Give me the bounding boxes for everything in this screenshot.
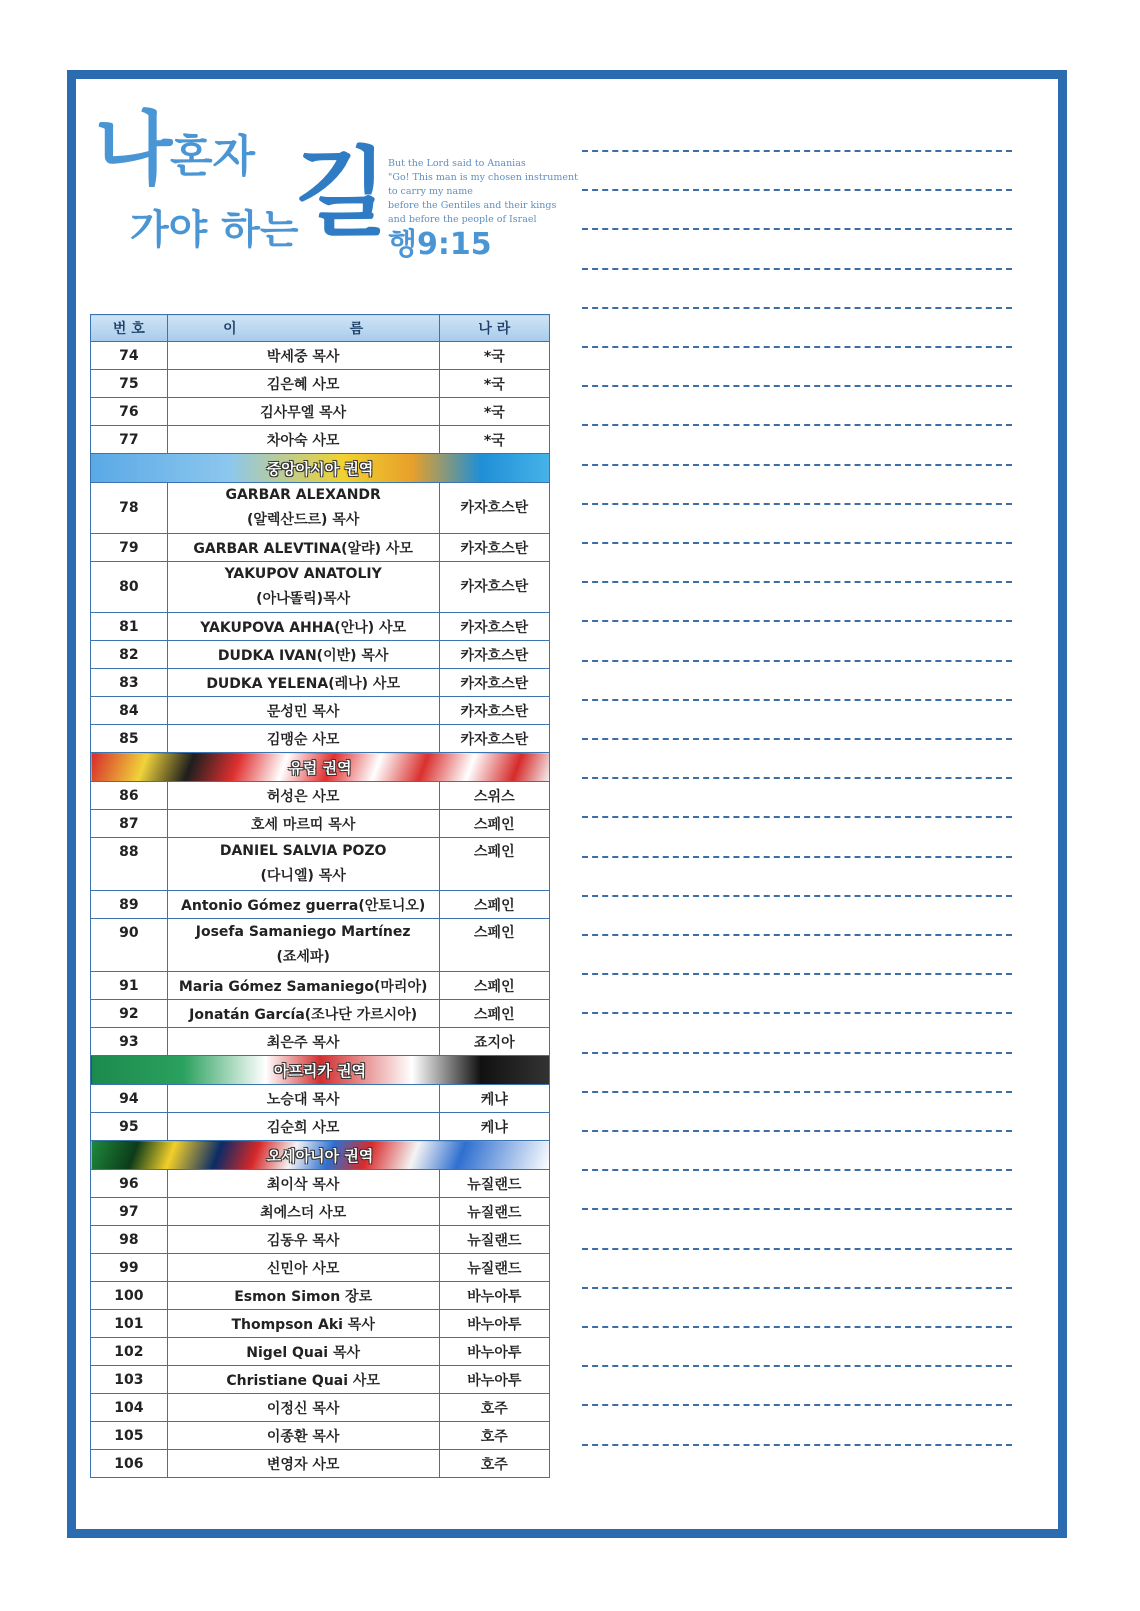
ruled-line (582, 660, 1012, 662)
verse-line: But the Lord said to Ananias (388, 158, 526, 169)
cell-nation: 바누아투 (439, 1282, 549, 1310)
title-part-3: 가야 하는 (130, 207, 299, 253)
cell-number: 85 (91, 725, 168, 753)
table-header-row (91, 315, 550, 342)
cell-name: 박세중 목사 (167, 342, 439, 370)
cell-name: 김동우 목사 (167, 1226, 439, 1254)
ruled-line (582, 973, 1012, 975)
cell-number: 95 (91, 1113, 168, 1141)
cell-name: 이종환 목사 (167, 1422, 439, 1450)
ruled-line (582, 268, 1012, 270)
table-row (91, 1450, 550, 1478)
verse-line: to carry my name (388, 186, 473, 197)
cell-number: 83 (91, 669, 168, 697)
table-row (91, 782, 550, 810)
table-row (91, 426, 550, 454)
cell-number: 81 (91, 613, 168, 641)
cell-number: 90 (91, 919, 168, 972)
cell-nation: 뉴질랜드 (439, 1226, 549, 1254)
cell-nation: 스페인 (439, 838, 549, 891)
cell-nation: 호주 (439, 1394, 549, 1422)
ruled-line (582, 1208, 1012, 1210)
region-header (91, 753, 550, 782)
ruled-line (582, 1169, 1012, 1171)
ruled-line (582, 307, 1012, 309)
header-nation: 나 라 (439, 315, 549, 342)
ruled-line (582, 816, 1012, 818)
ruled-line (582, 738, 1012, 740)
ruled-line (582, 189, 1012, 191)
cell-nation: 스페인 (439, 891, 549, 919)
cell-name: Jonatán García(조나단 가르시아) (167, 1000, 439, 1028)
table-row (91, 1000, 550, 1028)
cell-name-line: DANIEL SALVIA POZO (219, 843, 387, 859)
cell-number: 106 (91, 1450, 168, 1478)
table-row (91, 1366, 550, 1394)
table-row (91, 1338, 550, 1366)
cell-name-line: YAKUPOV ANATOLIY (224, 566, 382, 582)
table-row (91, 725, 550, 753)
ruled-line (582, 228, 1012, 230)
cell-number: 105 (91, 1422, 168, 1450)
cell-nation: 뉴질랜드 (439, 1170, 549, 1198)
cell-name: 허성은 사모 (167, 782, 439, 810)
cell-number: 94 (91, 1085, 168, 1113)
table-row (91, 1422, 550, 1450)
cell-name: DUDKA IVAN(이반) 목사 (167, 641, 439, 669)
cell-nation: 스페인 (439, 972, 549, 1000)
cell-number: 86 (91, 782, 168, 810)
cell-nation: 바누아투 (439, 1338, 549, 1366)
cell-nation: 스페인 (439, 1000, 549, 1028)
region-header (91, 1056, 550, 1085)
cell-number: 84 (91, 697, 168, 725)
table-row (91, 1113, 550, 1141)
verse-text (388, 157, 578, 227)
cell-number: 79 (91, 534, 168, 562)
table-row (91, 1226, 550, 1254)
cell-nation: *국 (439, 426, 549, 454)
ruled-line (582, 1444, 1012, 1446)
title-part-1: 나 (95, 103, 173, 196)
cell-name: Nigel Quai 목사 (167, 1338, 439, 1366)
region-header (91, 1141, 550, 1170)
cell-name: 김사무엘 목사 (167, 398, 439, 426)
cell-nation: 카자흐스탄 (439, 697, 549, 725)
ruled-line (582, 1287, 1012, 1289)
table-row (91, 1198, 550, 1226)
table-row (91, 1254, 550, 1282)
cell-nation: *국 (439, 342, 549, 370)
title-part-4: 길 (295, 137, 388, 249)
cell-number: 74 (91, 342, 168, 370)
header-name-part: 름 (349, 321, 364, 337)
cell-number: 104 (91, 1394, 168, 1422)
cell-number: 93 (91, 1028, 168, 1056)
verse-reference: 행9:15 (388, 227, 492, 262)
cell-number: 76 (91, 398, 168, 426)
cell-name-line: (다니엘) 목사 (260, 868, 346, 884)
ruled-line (582, 777, 1012, 779)
cell-number: 97 (91, 1198, 168, 1226)
cell-nation: 카자흐스탄 (439, 725, 549, 753)
cell-nation: 바누아투 (439, 1366, 549, 1394)
cell-name: 이정신 목사 (167, 1394, 439, 1422)
cell-name: 김순희 사모 (167, 1113, 439, 1141)
cell-name: Thompson Aki 목사 (167, 1310, 439, 1338)
table-row (91, 919, 550, 972)
ruled-line (582, 385, 1012, 387)
cell-nation: 스위스 (439, 782, 549, 810)
cell-nation: *국 (439, 370, 549, 398)
cell-nation: 카자흐스탄 (439, 641, 549, 669)
table-row (91, 1282, 550, 1310)
table-row (91, 838, 550, 891)
ruled-line (582, 503, 1012, 505)
cell-number: 78 (91, 483, 168, 534)
roster-table (90, 314, 550, 1478)
cell-name-line: (알렉산드르) 목사 (246, 512, 360, 528)
cell-name: YAKUPOVA AHHA(안나) 사모 (167, 613, 439, 641)
cell-nation: 스페인 (439, 919, 549, 972)
table-row (91, 562, 550, 613)
cell-nation: 카자흐스탄 (439, 613, 549, 641)
cell-nation: 케냐 (439, 1085, 549, 1113)
ruled-line (582, 1326, 1012, 1328)
cell-name: Esmon Simon 장로 (167, 1282, 439, 1310)
table-row (91, 641, 550, 669)
cell-number: 89 (91, 891, 168, 919)
cell-nation: 호주 (439, 1450, 549, 1478)
cell-name: 호세 마르띠 목사 (167, 810, 439, 838)
region-header (91, 454, 550, 483)
table-row (91, 483, 550, 534)
cell-nation: *국 (439, 398, 549, 426)
cell-name (167, 919, 439, 972)
cell-nation: 호주 (439, 1422, 549, 1450)
cell-name (167, 483, 439, 534)
cell-number: 100 (91, 1282, 168, 1310)
cell-nation: 카자흐스탄 (439, 483, 549, 534)
table-row (91, 534, 550, 562)
cell-nation: 케냐 (439, 1113, 549, 1141)
verse-line: "Go! This man is my chosen instrument (388, 172, 578, 183)
table-row (91, 342, 550, 370)
table-row (91, 613, 550, 641)
ruled-line (582, 699, 1012, 701)
ruled-line (582, 1404, 1012, 1406)
cell-name: DUDKA YELENA(레나) 사모 (167, 669, 439, 697)
table-row (91, 972, 550, 1000)
cell-name (167, 838, 439, 891)
ruled-line (582, 346, 1012, 348)
cell-name: 차아숙 사모 (167, 426, 439, 454)
ruled-line (582, 856, 1012, 858)
cell-name: 최은주 목사 (167, 1028, 439, 1056)
cell-number: 96 (91, 1170, 168, 1198)
table-row (91, 891, 550, 919)
cell-name: Maria Gómez Samaniego(마리아) (167, 972, 439, 1000)
cell-name: 신민아 사모 (167, 1254, 439, 1282)
cell-number: 102 (91, 1338, 168, 1366)
table-row (91, 1310, 550, 1338)
ruled-line (582, 1365, 1012, 1367)
table-row (91, 398, 550, 426)
cell-nation: 뉴질랜드 (439, 1198, 549, 1226)
ruled-line (582, 620, 1012, 622)
cell-nation: 죠지아 (439, 1028, 549, 1056)
header-number: 번 호 (91, 315, 168, 342)
header-name (167, 315, 439, 342)
cell-number: 103 (91, 1366, 168, 1394)
cell-number: 98 (91, 1226, 168, 1254)
cell-name: GARBAR ALEVTINA(알랴) 사모 (167, 534, 439, 562)
cell-number: 75 (91, 370, 168, 398)
cell-name: 김맹순 사모 (167, 725, 439, 753)
cell-name: Antonio Gómez guerra(안토니오) (167, 891, 439, 919)
cell-number: 82 (91, 641, 168, 669)
region-label: 오세아니아 권역 (91, 1141, 550, 1170)
cell-name: 김은혜 사모 (167, 370, 439, 398)
region-label: 아프리카 권역 (91, 1056, 550, 1085)
cell-name: Christiane Quai 사모 (167, 1366, 439, 1394)
title-block (95, 103, 578, 285)
table-row (91, 1170, 550, 1198)
ruled-line (582, 1091, 1012, 1093)
cell-name: 변영자 사모 (167, 1450, 439, 1478)
title-part-2: 혼자 (170, 131, 256, 182)
cell-number: 87 (91, 810, 168, 838)
ruled-line (582, 542, 1012, 544)
cell-number: 99 (91, 1254, 168, 1282)
table-row (91, 697, 550, 725)
verse-line: and before the people of Israel (388, 214, 537, 225)
ruled-line (582, 464, 1012, 466)
ruled-line (582, 1130, 1012, 1132)
cell-name-line: GARBAR ALEXANDR (225, 487, 381, 503)
table-row (91, 669, 550, 697)
cell-name-line: (아나똘릭)목사 (256, 591, 351, 607)
cell-number: 80 (91, 562, 168, 613)
table-row (91, 810, 550, 838)
table-row (91, 1028, 550, 1056)
ruled-line (582, 1248, 1012, 1250)
ruled-line (582, 424, 1012, 426)
ruled-line (582, 934, 1012, 936)
region-label: 유럽 권역 (91, 753, 550, 782)
cell-nation: 카자흐스탄 (439, 562, 549, 613)
header-name-part: 이 (223, 321, 237, 337)
ruled-line (582, 1012, 1012, 1014)
cell-nation: 뉴질랜드 (439, 1254, 549, 1282)
table-row (91, 1394, 550, 1422)
cell-nation: 스페인 (439, 810, 549, 838)
cell-number: 77 (91, 426, 168, 454)
cell-number: 91 (91, 972, 168, 1000)
cell-name-line: Josefa Samaniego Martínez (195, 924, 411, 940)
cell-name-line: (죠세파) (276, 949, 330, 965)
cell-nation: 바누아투 (439, 1310, 549, 1338)
region-label: 중앙아시아 권역 (91, 454, 550, 483)
ruled-line (582, 1052, 1012, 1054)
cell-name (167, 562, 439, 613)
cell-nation: 카자흐스탄 (439, 534, 549, 562)
ruled-line (582, 150, 1012, 152)
roster-body (91, 342, 550, 1478)
cell-nation: 카자흐스탄 (439, 669, 549, 697)
ruled-line (582, 581, 1012, 583)
cell-name: 최이삭 목사 (167, 1170, 439, 1198)
cell-name: 최에스더 사모 (167, 1198, 439, 1226)
verse-line: before the Gentiles and their kings (388, 200, 557, 211)
cell-name: 문성민 목사 (167, 697, 439, 725)
table-row (91, 370, 550, 398)
cell-number: 88 (91, 838, 168, 891)
cell-number: 92 (91, 1000, 168, 1028)
cell-number: 101 (91, 1310, 168, 1338)
cell-name: 노승대 목사 (167, 1085, 439, 1113)
ruled-line (582, 895, 1012, 897)
table-row (91, 1085, 550, 1113)
